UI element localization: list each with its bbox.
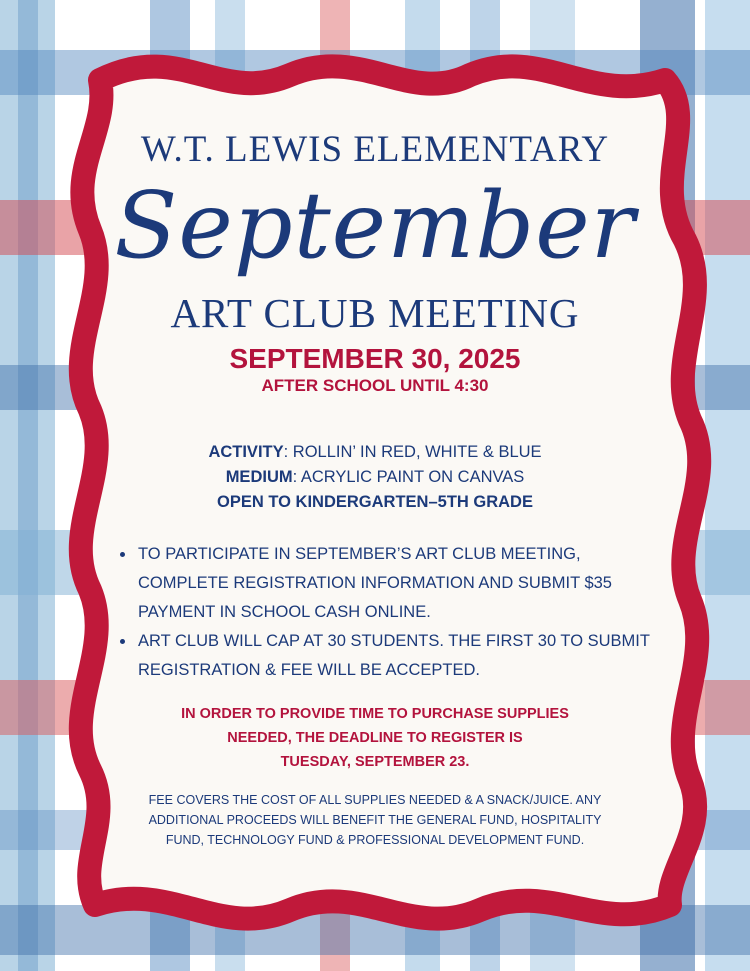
fee-note bbox=[110, 790, 640, 850]
activity-details bbox=[100, 440, 650, 515]
medium-value: : ACRYLIC PAINT ON CANVAS bbox=[292, 468, 525, 486]
deadline-line: TUESDAY, SEPTEMBER 23. bbox=[280, 754, 470, 770]
rules-list bbox=[118, 540, 666, 685]
fee-line: ADDITIONAL PROCEEDS WILL BENEFIT THE GENERAL FUND, HOSPITALITY bbox=[148, 813, 602, 827]
fee-line: FEE COVERS THE COST OF ALL SUPPLIES NEEDED & A SNACK/JUICE. ANY bbox=[148, 793, 602, 807]
medium-line bbox=[100, 465, 650, 490]
event-time: AFTER SCHOOL UNTIL 4:30 bbox=[261, 376, 489, 395]
eligibility: OPEN TO KINDERGARTEN–5TH GRADE bbox=[217, 493, 533, 511]
fee-line: FUND, TECHNOLOGY FUND & PROFESSIONAL DEVELOPMENT FUND. bbox=[165, 833, 585, 847]
deadline-notice bbox=[100, 702, 650, 774]
medium-label: MEDIUM bbox=[225, 468, 293, 486]
activity-line bbox=[100, 440, 650, 465]
rule-item: • TO PARTICIPATE IN SEPTEMBER’S ART CLUB MEETING, COMPLETE REGISTRATION INFORMATION AND SUBMIT $35 PAYMENT IN SCHOOL CASH ONLINE. bbox=[136, 540, 666, 627]
activity-value: : ROLLIN’ IN RED, WHITE & BLUE bbox=[283, 443, 542, 461]
rule-item: • ART CLUB WILL CAP AT 30 STUDENTS. THE FIRST 30 TO SUBMIT REGISTRATION & FEE WILL BE ACCEPTED. bbox=[136, 627, 666, 685]
activity-label: ACTIVITY bbox=[208, 443, 284, 461]
deadline-line: IN ORDER TO PROVIDE TIME TO PURCHASE SUPPLIES bbox=[181, 706, 569, 722]
deadline-line: NEEDED, THE DEADLINE TO REGISTER IS bbox=[227, 730, 523, 746]
school-name: W.T. LEWIS ELEMENTARY bbox=[140, 129, 610, 170]
month-title: September bbox=[114, 172, 636, 279]
eligibility-line bbox=[100, 490, 650, 515]
event-title: ART CLUB MEETING bbox=[170, 290, 580, 336]
event-date: SEPTEMBER 30, 2025 bbox=[229, 343, 521, 374]
